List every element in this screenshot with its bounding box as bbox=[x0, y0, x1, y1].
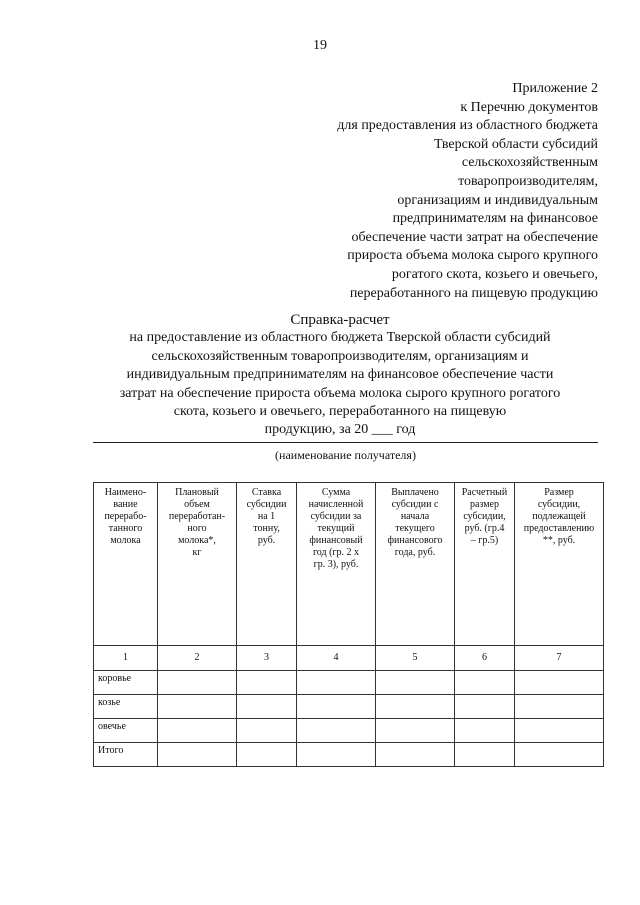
table-cell bbox=[158, 743, 237, 767]
column-number: 5 bbox=[376, 646, 455, 671]
table-cell bbox=[158, 671, 237, 695]
recipient-name-line bbox=[93, 442, 598, 443]
appendix-line: сельскохозяйственным bbox=[461, 155, 598, 171]
table-header-row bbox=[94, 483, 604, 646]
table-cell bbox=[376, 671, 455, 695]
column-number: 1 bbox=[94, 646, 158, 671]
title-heading: Справка-расчет bbox=[290, 312, 390, 328]
row-label: коровье bbox=[94, 671, 158, 695]
table-row bbox=[94, 671, 604, 695]
column-header: Плановый объем переработан- ного молока*, кг bbox=[158, 483, 237, 646]
title-line: затрат на обеспечение прироста объема молока сырого крупного рогатого bbox=[119, 385, 561, 401]
page-number: 19 bbox=[313, 38, 327, 53]
table-row bbox=[94, 695, 604, 719]
table-cell bbox=[158, 695, 237, 719]
appendix-line: для предоставления из областного бюджета bbox=[337, 118, 598, 134]
appendix-line: переработанного на пищевую продукцию bbox=[349, 285, 598, 301]
appendix-line: организациям и индивидуальным bbox=[397, 192, 598, 208]
column-header: Наимено- вание перерабо- танного молока bbox=[94, 483, 158, 646]
appendix-line: обеспечение части затрат на обеспечение bbox=[351, 229, 598, 245]
table-cell bbox=[515, 743, 604, 767]
column-header: Расчетный размер субсидии, руб. (гр.4 – гр.5) bbox=[455, 483, 515, 646]
appendix-line: предпринимателям на финансовое bbox=[392, 211, 598, 227]
column-number: 3 bbox=[237, 646, 297, 671]
appendix-line: товаропроизводителям, bbox=[458, 173, 598, 189]
table-cell bbox=[158, 719, 237, 743]
document-title bbox=[80, 311, 600, 440]
table-cell bbox=[297, 695, 376, 719]
appendix-line: Приложение 2 bbox=[512, 81, 598, 96]
table-cell bbox=[297, 719, 376, 743]
column-header: Размер субсидии, подлежащей предоставлению **, руб. bbox=[515, 483, 604, 646]
table-cell bbox=[455, 719, 515, 743]
table-cell bbox=[297, 671, 376, 695]
row-label: овечье bbox=[94, 719, 158, 743]
table-cell bbox=[515, 695, 604, 719]
table-cell bbox=[237, 695, 297, 719]
row-label: козье bbox=[94, 695, 158, 719]
column-number: 4 bbox=[297, 646, 376, 671]
column-header: Выплачено субсидии с начала текущего финансового года, руб. bbox=[376, 483, 455, 646]
table-cell bbox=[455, 695, 515, 719]
title-line: продукцию, за 20 ___ год bbox=[264, 422, 416, 438]
appendix-header bbox=[278, 80, 598, 303]
table-cell bbox=[455, 743, 515, 767]
table-cell bbox=[376, 719, 455, 743]
column-number: 2 bbox=[158, 646, 237, 671]
appendix-line: Тверской области субсидий bbox=[434, 136, 598, 152]
table-cell bbox=[455, 671, 515, 695]
table-cell bbox=[515, 719, 604, 743]
appendix-line: прироста объема молока сырого крупного bbox=[347, 248, 598, 264]
column-header: Сумма начисленной субсидии за текущий финансовый год (гр. 2 х гр. 3), руб. bbox=[297, 483, 376, 646]
table-cell bbox=[237, 743, 297, 767]
calculation-table bbox=[93, 482, 604, 767]
column-header: Ставка субсидии на 1 тонну, руб. bbox=[237, 483, 297, 646]
appendix-line: к Перечню документов bbox=[460, 99, 598, 115]
column-number: 7 bbox=[515, 646, 604, 671]
table-cell bbox=[237, 719, 297, 743]
column-number: 6 bbox=[455, 646, 515, 671]
row-label: Итого bbox=[94, 743, 158, 767]
title-line: скота, козьего и овечьего, переработанного на пищевую bbox=[173, 404, 507, 420]
table-cell bbox=[376, 743, 455, 767]
table-cell bbox=[515, 671, 604, 695]
title-line: сельскохозяйственным товаропроизводителям, организациям и bbox=[151, 348, 529, 364]
appendix-line: рогатого скота, козьего и овечьего, bbox=[391, 266, 598, 282]
table-row bbox=[94, 719, 604, 743]
title-line: индивидуальным предпринимателям на финансовое обеспечение части bbox=[126, 367, 554, 383]
column-number-row bbox=[94, 646, 604, 671]
recipient-caption: (наименование получателя) bbox=[275, 448, 416, 462]
table-cell bbox=[237, 671, 297, 695]
table-cell bbox=[376, 695, 455, 719]
table-cell bbox=[297, 743, 376, 767]
title-line: на предоставление из областного бюджета Тверской области субсидий bbox=[129, 330, 551, 346]
table-row bbox=[94, 743, 604, 767]
